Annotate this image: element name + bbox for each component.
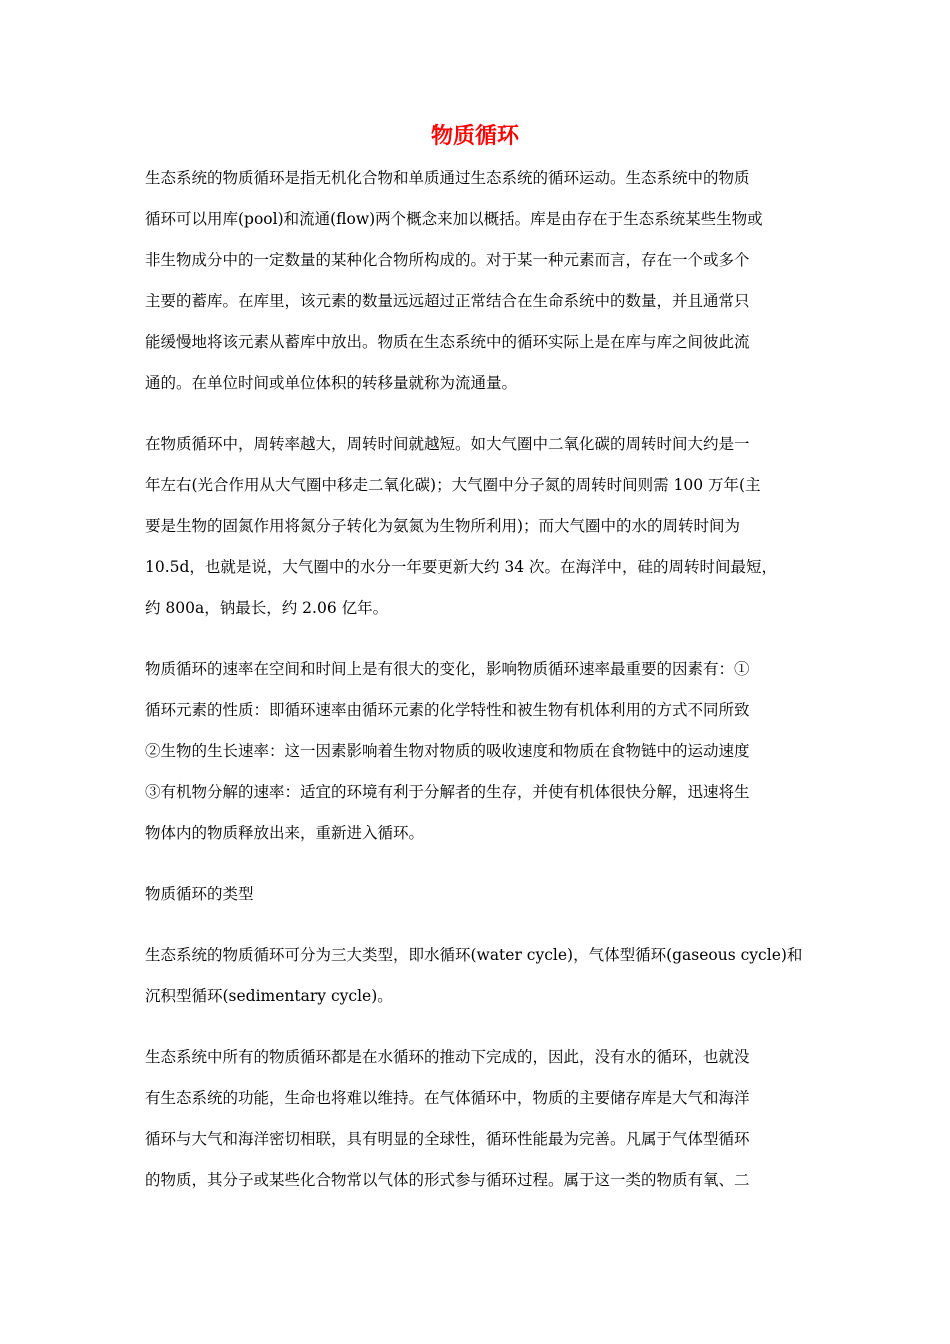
paragraph-water-gas-cycle — [145, 1037, 813, 1201]
text-line: 主要的蓄库。在库里，该元素的数量远远超过正常结合在生命系统中的数量，并且通常只 — [145, 292, 750, 310]
text-line: 10.5d，也就是说，大气圈中的水分一年要更新大约 34 次。在海洋中，硅的周转时间最短， — [145, 558, 778, 576]
text-line: 物质循环的速率在空间和时间上是有很大的变化，影响物质循环速率最重要的因素有：① — [145, 660, 750, 678]
text-line: 物质循环的类型 — [145, 885, 254, 903]
paragraph-rate-factors — [145, 649, 813, 854]
text-line: 能缓慢地将该元素从蓄库中放出。物质在生态系统中的循环实际上是在库与库之间彼此流 — [145, 333, 750, 351]
text-line: 约 800a，钠最长，约 2.06 亿年。 — [145, 599, 389, 617]
text-line: 循环可以用库(pool)和流通(flow)两个概念来加以概括。库是由存在于生态系统某些生物或 — [145, 210, 763, 228]
paragraph-turnover — [145, 424, 813, 629]
section-heading-cycle-types — [145, 874, 813, 915]
text-line: 循环与大气和海洋密切相联，具有明显的全球性，循环性能最为完善。凡属于气体型循环 — [145, 1130, 750, 1148]
text-line: 生态系统的物质循环可分为三大类型，即水循环(water cycle)，气体型循环(gaseous cycle)和 — [145, 946, 803, 964]
page-title: 物质循环 — [430, 123, 519, 149]
text-line: 年左右(光合作用从大气圈中移走二氧化碳)；大气圈中分子氮的周转时间则需 100 万年(主 — [145, 476, 761, 494]
text-line: 通的。在单位时间或单位体积的转移量就称为流通量。 — [145, 374, 518, 392]
text-line: 的物质，其分子或某些化合物常以气体的形式参与循环过程。属于这一类的物质有氧、二 — [145, 1171, 750, 1189]
text-line: 生态系统中所有的物质循环都是在水循环的推动下完成的，因此，没有水的循环，也就没 — [145, 1048, 750, 1066]
text-line: 要是生物的固氮作用将氮分子转化为氨氮为生物所利用)；而大气圈中的水的周转时间为 — [145, 517, 741, 535]
text-line: ③有机物分解的速率：适宜的环境有利于分解者的生存，并使有机体很快分解，迅速将生 — [145, 783, 750, 801]
paragraph-definition — [145, 158, 813, 404]
text-line: 生态系统的物质循环是指无机化合物和单质通过生态系统的循环运动。生态系统中的物质 — [145, 169, 750, 187]
paragraph-cycle-types — [145, 935, 813, 1017]
text-line: 在物质循环中，周转率越大，周转时间就越短。如大气圈中二氧化碳的周转时间大约是一 — [145, 435, 750, 453]
text-line: ②生物的生长速率：这一因素影响着生物对物质的吸收速度和物质在食物链中的运动速度 — [145, 742, 750, 760]
text-line: 物体内的物质释放出来，重新进入循环。 — [145, 824, 425, 842]
text-line: 沉积型循环(sedimentary cycle)。 — [145, 987, 393, 1005]
document-body — [145, 158, 813, 1221]
text-line: 非生物成分中的一定数量的某种化合物所构成的。对于某一种元素而言，存在一个或多个 — [145, 251, 750, 269]
text-line: 循环元素的性质：即循环速率由循环元素的化学特性和被生物有机体利用的方式不同所致 — [145, 701, 750, 719]
text-line: 有生态系统的功能，生命也将难以维持。在气体循环中，物质的主要储存库是大气和海洋 — [145, 1089, 750, 1107]
